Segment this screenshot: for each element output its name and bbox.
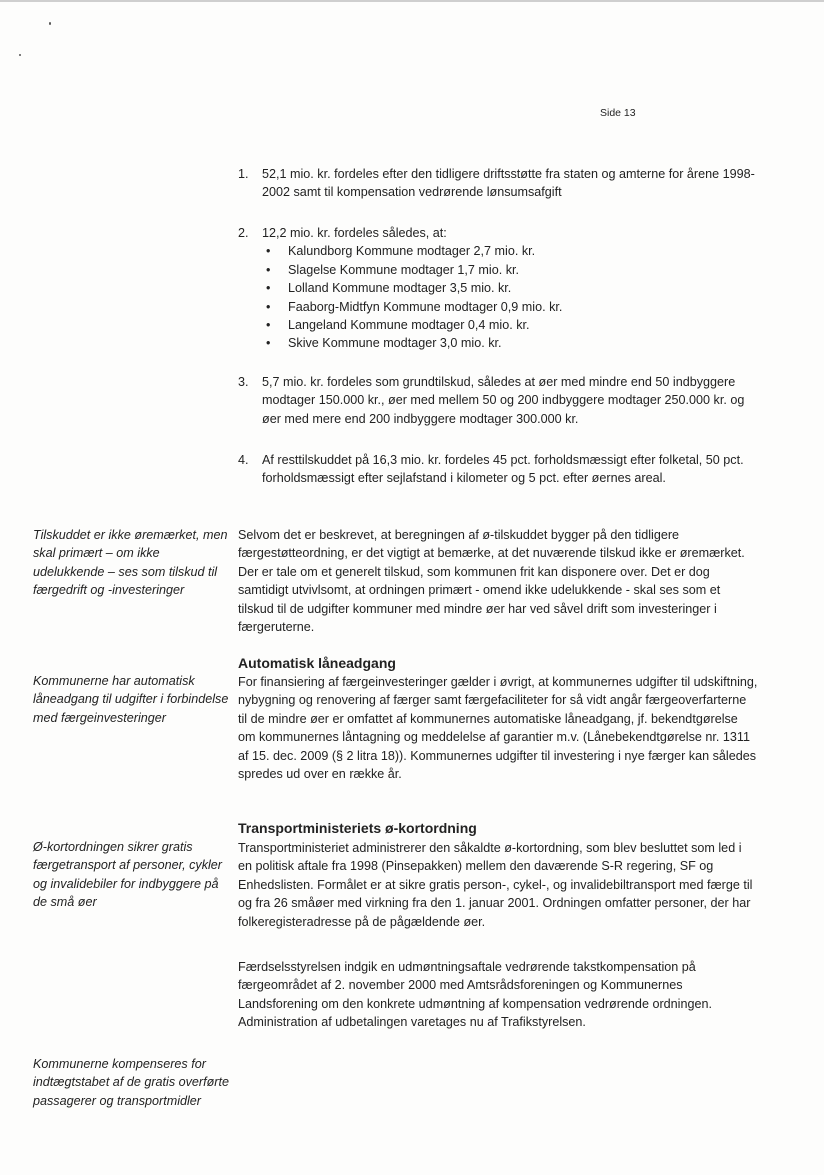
bullet-item: • Lolland Kommune modtager 3,5 mio. kr. bbox=[266, 279, 758, 297]
list-item bbox=[238, 224, 758, 242]
numbered-list bbox=[238, 165, 758, 202]
bullet-item: • Slagelse Kommune modtager 1,7 mio. kr. bbox=[266, 261, 758, 279]
list-number: 1. bbox=[238, 167, 249, 181]
bullet-item: • Faaborg-Midtfyn Kommune modtager 0,9 mio. kr. bbox=[266, 298, 758, 316]
list-item-text: 5,7 mio. kr. fordeles som grundtilskud, således at øer med mindre end 50 indbyggere modtager 150.000 kr., øer med mellem 50 og 200 indbyggere modtager 250.000 kr. og øer med mere end 200 indbyggere modtager 300.000 kr. bbox=[262, 375, 745, 426]
list-number: 2. bbox=[238, 226, 249, 240]
list-number: 4. bbox=[238, 453, 249, 467]
bullet-list bbox=[238, 242, 758, 352]
list-item-text: Af resttilskuddet på 16,3 mio. kr. fordeles 45 pct. forholdsmæssigt efter folketal, 50 pct. forholdsmæssigt efter sejlafstand i kilometer og 5 pct. efter øernes areal. bbox=[262, 453, 744, 486]
numbered-list bbox=[238, 224, 758, 353]
list-item bbox=[238, 451, 758, 488]
section-heading: Automatisk låneadgang bbox=[238, 655, 396, 671]
bullet-item: • Langeland Kommune modtager 0,4 mio. kr. bbox=[266, 316, 758, 334]
list-item bbox=[238, 165, 758, 202]
numbered-list bbox=[238, 451, 758, 488]
list-item-text: 52,1 mio. kr. fordeles efter den tidligere driftsstøtte fra staten og amterne for årene 1998-2002 samt til kompensation vedrørende lønsumsafgift bbox=[262, 167, 755, 200]
list-item-text: 12,2 mio. kr. fordeles således, at: bbox=[262, 226, 447, 240]
page-number: Side 13 bbox=[600, 107, 636, 119]
margin-note: Kommunerne kompenseres for indtægtstabet af de gratis overførte passagerer og transportmidler bbox=[33, 1057, 230, 1108]
scan-speck bbox=[19, 54, 21, 56]
bullet-item: • Kalundborg Kommune modtager 2,7 mio. kr. bbox=[266, 242, 758, 260]
section-heading: Transportministeriets ø-kortordning bbox=[238, 820, 477, 836]
body-paragraph: Transportministeriet administrerer den såkaldte ø-kortordning, som blev besluttet som led i en politisk aftale fra 1998 (Pinsepakken) mellem den daværende S-R regering, SF og Enhedslisten. Formålet er at sikre gratis person-, cykel-, og invalidebiltransport med færge til og fra 26 småøer med virkning fra den 1. januar 2001. Ordningen omfatter personer, der har folkeregisteradresse på de pågældende øer. bbox=[238, 841, 753, 929]
scan-edge bbox=[0, 0, 824, 2]
body-paragraph: Færdselsstyrelsen indgik en udmøntningsaftale vedrørende takstkompensation på færgeområdet af 2. november 2000 med Amtsrådsforeningen og Kommunernes Landsforening om den konkrete udmøntning af kompensation vedrørende ordningen. Administration af udbetalingen varetages nu af Trafikstyrelsen. bbox=[238, 960, 712, 1030]
margin-note: Tilskuddet er ikke øremærket, men skal primært – om ikke udelukkende – ses som tilskud til færgedrift og -investeringer bbox=[33, 528, 228, 597]
body-paragraph: Selvom det er beskrevet, at beregningen af ø-tilskuddet bygger på den tidligere færgestøtteordning, er det vigtigt at bemærke, at det nuværende tilskud ikke er øremærket. Der er tale om et generelt tilskud, som kommunen frit kan disponere over. Det er dog samtidigt utvivlsomt, at ordningen primært - omend ikke udelukkende - skal ses som et tilskud til de udgifter kommuner med mindre øer har ved såvel drift som investeringer i færgeruterne. bbox=[238, 528, 745, 635]
margin-note: Kommunerne har automatisk låneadgang til udgifter i forbindelse med færgeinvesteringer bbox=[33, 674, 229, 725]
body-paragraph: For finansiering af færgeinvesteringer gælder i øvrigt, at kommunernes udgifter til udskiftning, nybygning og renovering af færger samt færgefaciliteter for så vidt angår færgeoverfarterne til de mindre øer er omfattet af kommunernes automatiske låneadgang, jf. bekendtgørelse om kommunernes låntagning og meddelelse af garantier m.v. (Lånebekendtgørelse nr. 1311 af 15. dec. 2009 (§ 2 litra 18)). Kommunernes udgifter til investering i nye færger kan således spredes ud over en række år. bbox=[238, 675, 758, 782]
list-number: 3. bbox=[238, 375, 249, 389]
margin-note: Ø-kortordningen sikrer gratis færgetransport af personer, cykler og invalidebiler for indbyggere på de små øer bbox=[33, 840, 222, 909]
bullet-item: • Skive Kommune modtager 3,0 mio. kr. bbox=[266, 334, 758, 352]
list-item bbox=[238, 373, 758, 428]
numbered-list bbox=[238, 373, 758, 428]
scan-speck bbox=[49, 22, 51, 25]
